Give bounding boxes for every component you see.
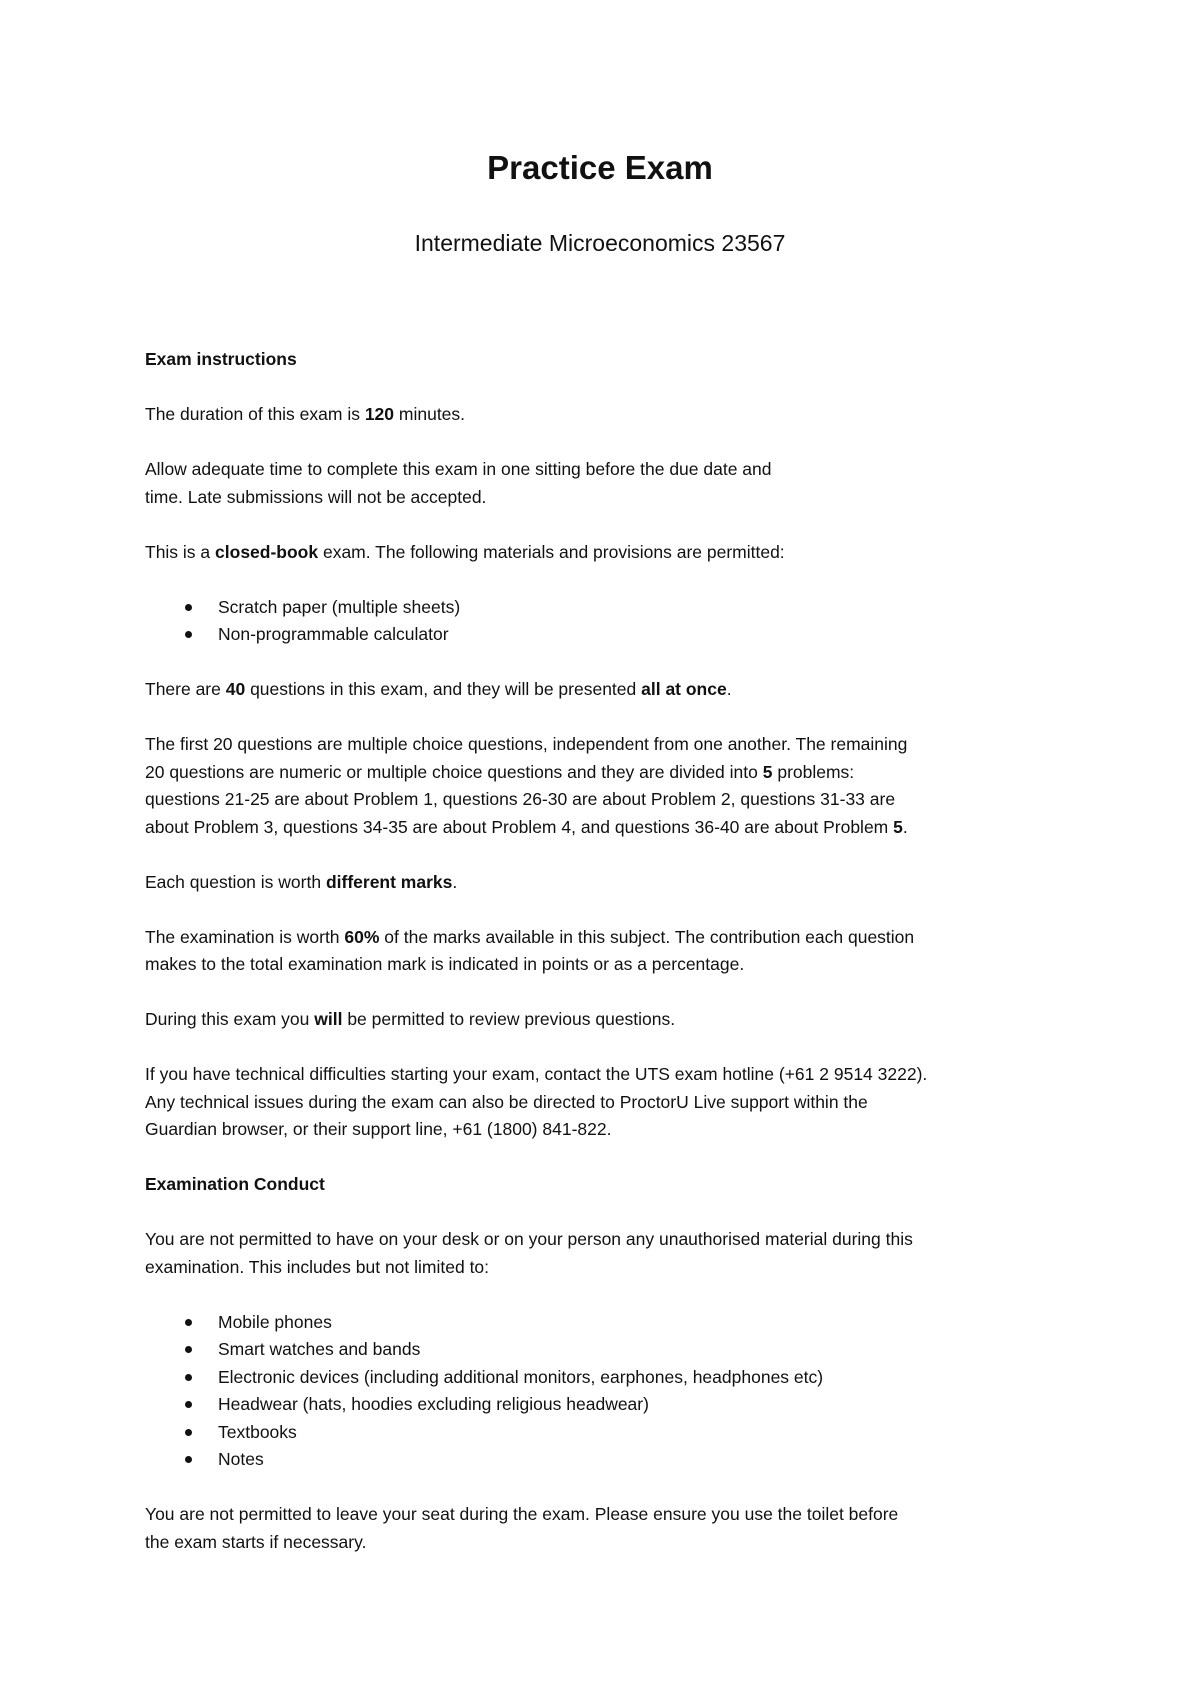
list-item: Smart watches and bands	[145, 1336, 1065, 1364]
list-item: Non-programmable calculator	[145, 621, 1065, 649]
list-item: Notes	[145, 1446, 1065, 1474]
structure-paragraph: The first 20 questions are multiple choice questions, independent from one another. The remaining 20 questions are numeric or multiple choice questions and they are divided into 5 problems: questions 21-25 are about Problem 1, questions 26-30 are about Problem 2, questions 31-33 are about Problem 3, questions 34-35 are about Problem 4, and questions 36-40 are about Problem 5.	[145, 734, 908, 837]
technical-support-paragraph: If you have technical difficulties starting your exam, contact the UTS exam hotline (+61 2 9514 3222). Any technical issues during the exam can also be directed to ProctorU Live support within the Guardian browser, or their support line, +61 (1800) 841-822.	[145, 1064, 928, 1139]
page-subtitle: Intermediate Microeconomics 23567	[414, 230, 786, 256]
bullet-icon	[185, 604, 192, 611]
leave-seat-paragraph: You are not permitted to leave your seat during the exam. Please ensure you use the toilet before the exam starts if necessary.	[145, 1504, 899, 1552]
unauthorised-material-paragraph: You are not permitted to have on your desk or on your person any unauthorised material during this examination. This includes but not limited to:	[145, 1229, 913, 1277]
marks-paragraph: Each question is worth different marks.	[145, 871, 458, 892]
list-item: Mobile phones	[145, 1309, 1065, 1337]
closed-book-paragraph: This is a closed-book exam. The following materials and provisions are permitted:	[145, 541, 785, 562]
permitted-materials-list	[145, 594, 1065, 649]
page-title: Practice Exam	[487, 149, 713, 186]
bullet-icon	[185, 631, 192, 638]
bullet-icon	[185, 1429, 192, 1436]
document-body	[145, 346, 1065, 1584]
adequate-time-paragraph: Allow adequate time to complete this exam in one sitting before the due date and time. Late submissions will not be accepted.	[145, 459, 772, 507]
question-count-paragraph: There are 40 questions in this exam, and they will be presented all at once.	[145, 679, 732, 699]
bullet-icon	[185, 1319, 192, 1326]
list-item: Headwear (hats, hoodies excluding religious headwear)	[145, 1391, 1065, 1419]
list-item: Scratch paper (multiple sheets)	[145, 594, 1065, 622]
duration-paragraph: The duration of this exam is 120 minutes.	[145, 404, 466, 424]
bullet-icon	[185, 1401, 192, 1408]
prohibited-items-list	[145, 1309, 1065, 1474]
bullet-icon	[185, 1346, 192, 1353]
worth-paragraph: The examination is worth 60% of the marks available in this subject. The contribution each question makes to the total examination mark is indicated in points or as a percentage.	[145, 926, 915, 974]
review-paragraph: During this exam you will be permitted to review previous questions.	[145, 1009, 676, 1029]
bullet-icon	[185, 1374, 192, 1381]
bullet-icon	[185, 1456, 192, 1463]
list-item: Textbooks	[145, 1419, 1065, 1447]
exam-instructions-heading: Exam instructions	[145, 349, 297, 369]
list-item: Electronic devices (including additional monitors, earphones, headphones etc)	[145, 1364, 1065, 1392]
examination-conduct-heading: Examination Conduct	[145, 1174, 325, 1194]
